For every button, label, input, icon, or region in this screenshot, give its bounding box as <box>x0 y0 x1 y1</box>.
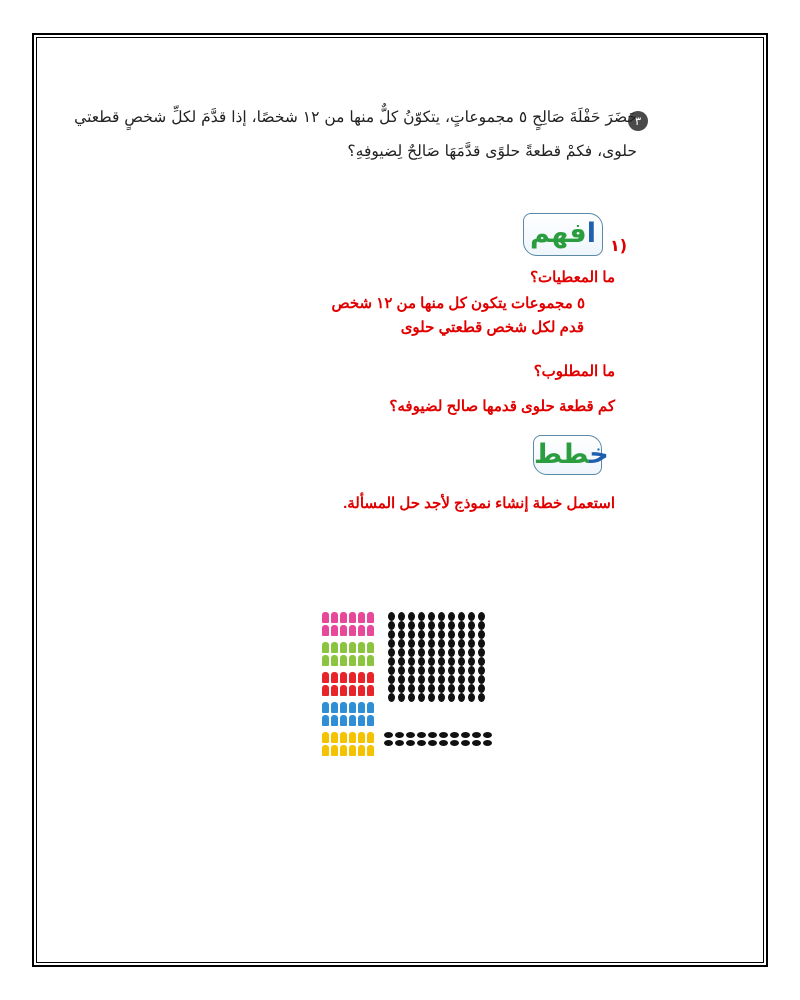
candy-dot <box>384 740 393 746</box>
person-figure <box>322 685 329 696</box>
question-number-badge: ٣ <box>628 111 648 131</box>
candy-dot <box>408 621 415 630</box>
candy-dot <box>418 693 425 702</box>
person-figure <box>367 745 374 756</box>
person-figure <box>340 625 347 636</box>
person-figure <box>367 655 374 666</box>
candy-dot <box>428 693 435 702</box>
person-figure <box>331 612 338 623</box>
candy-dot <box>472 732 481 738</box>
candy-dot <box>398 648 405 657</box>
step-number: ١) <box>610 236 628 255</box>
figure-group-3 <box>322 672 382 698</box>
candy-dot <box>398 639 405 648</box>
candy-dot <box>428 639 435 648</box>
candy-dot <box>478 675 485 684</box>
person-figure <box>331 642 338 653</box>
candy-dot <box>417 732 426 738</box>
candy-dot <box>438 666 445 675</box>
candy-dot <box>395 732 404 738</box>
candy-dot <box>448 675 455 684</box>
given-item-2: قدم لكل شخص قطعتي حلوى <box>400 319 584 336</box>
candy-dot <box>438 684 445 693</box>
required-text: كم قطعة حلوى قدمها صالح لضيوفه؟ <box>389 398 615 415</box>
candy-dot <box>418 657 425 666</box>
candy-dot <box>406 740 415 746</box>
candy-dot <box>388 675 395 684</box>
candy-dot <box>458 630 465 639</box>
candy-dot <box>438 621 445 630</box>
candy-dot <box>418 639 425 648</box>
person-figure <box>349 732 356 743</box>
understand-badge: افهم <box>523 213 603 256</box>
candy-dot <box>388 684 395 693</box>
person-figure <box>349 685 356 696</box>
candy-dot <box>438 648 445 657</box>
person-figure <box>358 672 365 683</box>
candy-dot <box>458 621 465 630</box>
candy-dot <box>395 740 404 746</box>
candy-dot <box>398 666 405 675</box>
candy-dot <box>468 639 475 648</box>
candy-dot <box>418 648 425 657</box>
candy-dot <box>408 675 415 684</box>
candy-dot <box>448 639 455 648</box>
person-figure <box>358 685 365 696</box>
candy-dot <box>428 740 437 746</box>
person-figure <box>349 612 356 623</box>
person-figure <box>322 625 329 636</box>
candy-dot <box>438 675 445 684</box>
person-figure <box>340 655 347 666</box>
figure-group-2 <box>322 642 382 668</box>
candy-dot <box>398 621 405 630</box>
candy-dot <box>472 740 481 746</box>
person-figure <box>358 745 365 756</box>
candy-dot <box>448 648 455 657</box>
candy-dot <box>398 693 405 702</box>
person-figure <box>367 732 374 743</box>
candy-dot <box>478 648 485 657</box>
figure-group-5 <box>322 732 382 758</box>
candy-dot <box>428 648 435 657</box>
candy-dot <box>428 621 435 630</box>
person-figure <box>358 612 365 623</box>
person-figure <box>322 612 329 623</box>
figure-group-4 <box>322 702 382 728</box>
person-figure <box>367 625 374 636</box>
person-figure <box>367 672 374 683</box>
person-figure <box>340 685 347 696</box>
person-figure <box>322 702 329 713</box>
candy-dot <box>418 675 425 684</box>
candy-dot <box>448 666 455 675</box>
person-figure <box>340 642 347 653</box>
candy-dot <box>438 639 445 648</box>
candy-dot <box>428 630 435 639</box>
candy-dot <box>408 684 415 693</box>
candy-dot <box>428 732 437 738</box>
candy-dot <box>388 666 395 675</box>
person-figure <box>331 625 338 636</box>
candy-dot <box>408 666 415 675</box>
counting-model-illustration <box>322 612 498 760</box>
candy-dot <box>418 666 425 675</box>
person-figure <box>340 702 347 713</box>
candy-dot <box>458 648 465 657</box>
candy-dot <box>418 621 425 630</box>
candy-dot <box>448 612 455 621</box>
required-label: ما المطلوب؟ <box>533 363 615 380</box>
candy-dot <box>408 639 415 648</box>
candy-dot <box>450 732 459 738</box>
person-figure <box>331 685 338 696</box>
candy-dot <box>483 732 492 738</box>
person-figure <box>349 655 356 666</box>
candy-dot <box>468 684 475 693</box>
candy-dot <box>448 657 455 666</box>
person-figure <box>349 625 356 636</box>
candy-dot <box>428 666 435 675</box>
person-figure <box>331 672 338 683</box>
candy-dot <box>458 693 465 702</box>
person-figure <box>349 745 356 756</box>
candy-dot <box>406 732 415 738</box>
person-figure <box>331 732 338 743</box>
candy-dot <box>398 684 405 693</box>
candy-dot <box>468 630 475 639</box>
person-figure <box>367 642 374 653</box>
person-figure <box>340 672 347 683</box>
candy-dot <box>468 693 475 702</box>
candy-dot <box>478 684 485 693</box>
candy-dot <box>428 657 435 666</box>
person-figure <box>340 612 347 623</box>
person-figure <box>358 625 365 636</box>
person-figure <box>340 732 347 743</box>
person-figure <box>358 642 365 653</box>
person-figure <box>322 655 329 666</box>
candy-dot <box>458 666 465 675</box>
candy-dot <box>458 639 465 648</box>
candy-dot <box>478 693 485 702</box>
candy-dot <box>439 740 448 746</box>
candy-dot <box>408 693 415 702</box>
person-figure <box>340 745 347 756</box>
candy-dot <box>461 732 470 738</box>
candy-dot <box>458 612 465 621</box>
person-figure <box>322 745 329 756</box>
candy-dot <box>384 732 393 738</box>
candy-dot <box>483 740 492 746</box>
candy-dot <box>439 732 448 738</box>
candy-dot <box>458 675 465 684</box>
question-text-line1: حَضَرَ حَفْلَةَ صَالِحٍ ٥ مجموعاتٍ، يتكوّنُ كلٌّ منها من ١٢ شخصًا، إذا قدَّمَ لكلِّ شخصٍ قطعتي <box>74 108 637 126</box>
candy-dot <box>388 648 395 657</box>
candy-dot <box>428 684 435 693</box>
person-figure <box>367 702 374 713</box>
plan-text: استعمل خطة إنشاء نموذج لأجد حل المسألة. <box>343 495 615 512</box>
candy-dot <box>438 657 445 666</box>
candy-dots-grid <box>388 612 498 702</box>
person-figure <box>322 715 329 726</box>
candy-dot <box>461 740 470 746</box>
candy-dot <box>408 612 415 621</box>
person-figure <box>331 655 338 666</box>
person-figure <box>322 642 329 653</box>
person-figure <box>331 702 338 713</box>
person-figure <box>322 672 329 683</box>
candy-dot <box>468 612 475 621</box>
candy-dot <box>468 666 475 675</box>
candy-dot <box>468 657 475 666</box>
candy-dot <box>448 684 455 693</box>
person-figure <box>349 672 356 683</box>
candy-dot <box>468 675 475 684</box>
person-figure <box>349 715 356 726</box>
person-figure <box>340 715 347 726</box>
candy-dot <box>418 630 425 639</box>
question-text-line2: حلوى، فكمْ قطعةً حلوًى قدَّمَهَا صَالِحٌ لِضيوفِهِ؟ <box>347 142 637 160</box>
person-figure <box>367 685 374 696</box>
candy-dot <box>478 639 485 648</box>
given-item-1: ٥ مجموعات يتكون كل منها من ١٢ شخص <box>331 295 585 312</box>
candy-dot <box>388 639 395 648</box>
candy-dot <box>398 612 405 621</box>
candy-dot <box>388 621 395 630</box>
candy-dot <box>418 684 425 693</box>
candy-dot <box>388 612 395 621</box>
candy-dot <box>458 684 465 693</box>
candy-dot <box>448 621 455 630</box>
candy-dot <box>428 675 435 684</box>
candy-dot <box>398 675 405 684</box>
candy-dot <box>448 630 455 639</box>
given-label: ما المعطيات؟ <box>530 269 615 286</box>
person-figure <box>367 715 374 726</box>
candy-dot <box>478 657 485 666</box>
candy-dot <box>438 693 445 702</box>
person-figure <box>358 655 365 666</box>
plan-badge: خطط <box>533 435 602 475</box>
candy-dot <box>478 666 485 675</box>
candy-dot <box>448 693 455 702</box>
person-figure <box>322 732 329 743</box>
candy-dot <box>468 648 475 657</box>
candy-dot <box>438 630 445 639</box>
candy-dot <box>388 630 395 639</box>
person-figure <box>358 732 365 743</box>
candy-dot <box>428 612 435 621</box>
person-figure <box>358 715 365 726</box>
person-figure <box>367 612 374 623</box>
candy-dot <box>408 648 415 657</box>
candy-dot <box>450 740 459 746</box>
candy-dot <box>408 630 415 639</box>
figure-group-1 <box>322 612 382 638</box>
candy-dot <box>398 630 405 639</box>
candy-dot <box>388 657 395 666</box>
person-figure <box>349 702 356 713</box>
candy-dot <box>478 612 485 621</box>
candy-dot <box>398 657 405 666</box>
candy-dots-strip <box>384 732 498 750</box>
candy-dot <box>408 657 415 666</box>
candy-dot <box>478 621 485 630</box>
candy-dot <box>468 621 475 630</box>
candy-dot <box>417 740 426 746</box>
person-figure <box>349 642 356 653</box>
candy-dot <box>418 612 425 621</box>
candy-dot <box>388 693 395 702</box>
person-figure <box>331 745 338 756</box>
candy-dot <box>438 612 445 621</box>
candy-dot <box>458 657 465 666</box>
person-figure <box>358 702 365 713</box>
candy-dot <box>478 630 485 639</box>
person-figure <box>331 715 338 726</box>
